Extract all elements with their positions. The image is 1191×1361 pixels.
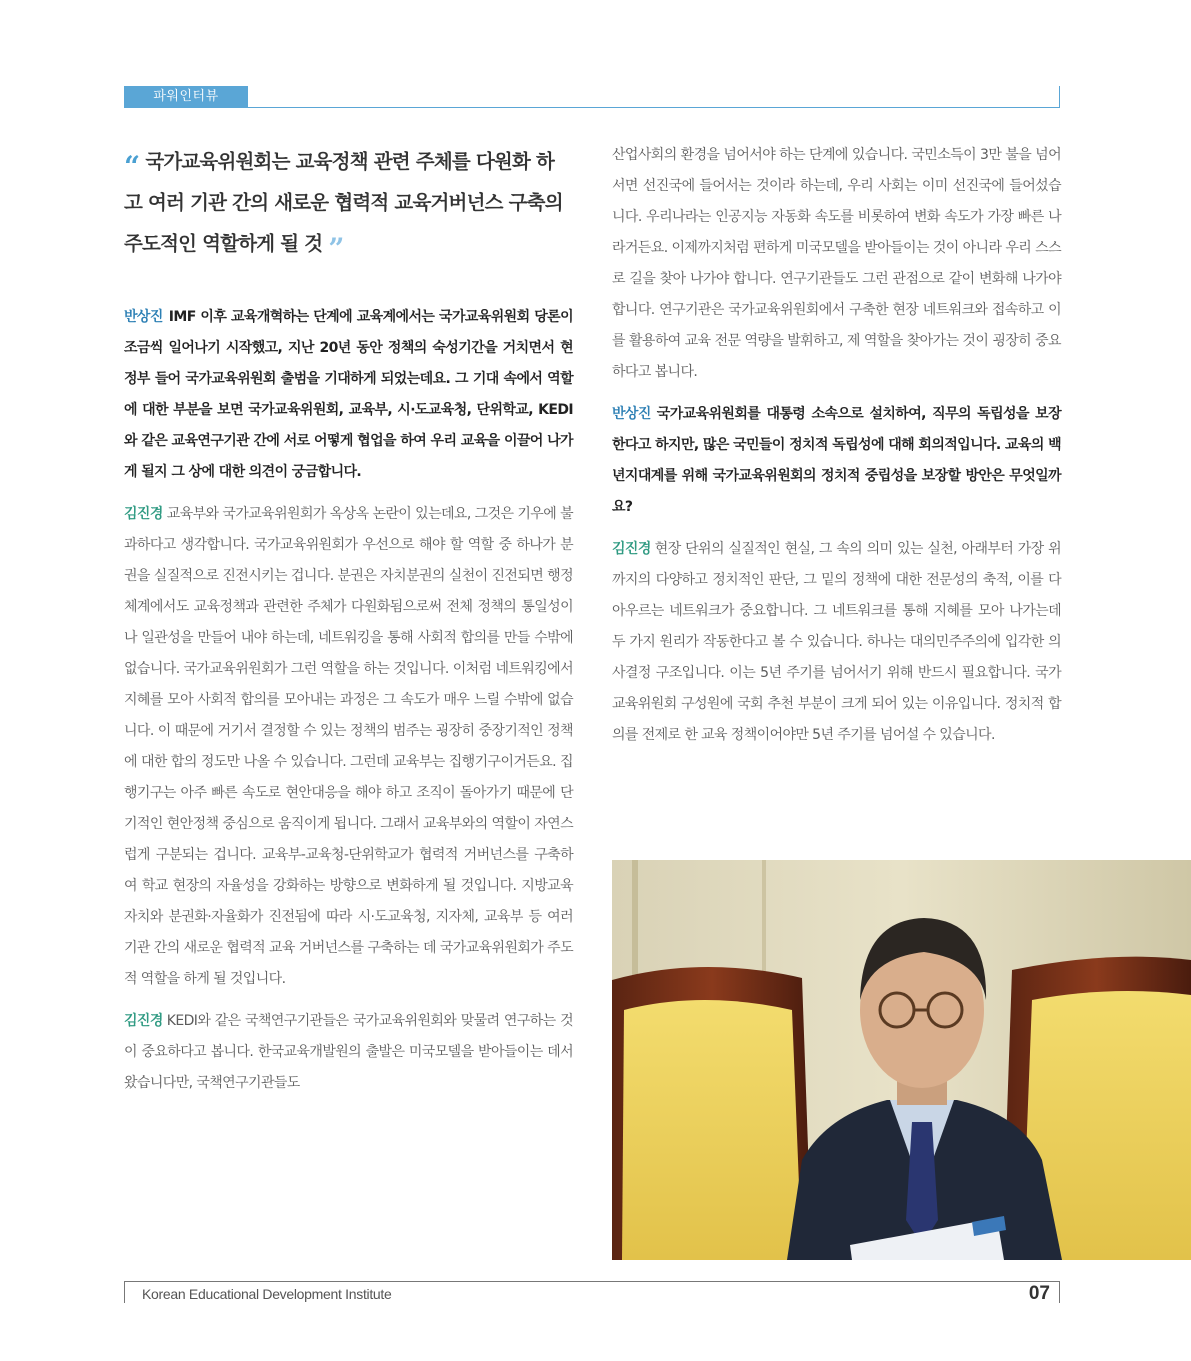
speaker-name: 반상진 <box>612 406 651 422</box>
interview-paragraph <box>124 302 573 488</box>
interview-paragraph <box>612 399 1061 523</box>
answer-text: 산업사회의 환경을 넘어서야 하는 단계에 있습니다. 국민소득이 3만 불을 넘어서면 선진국에 들어서는 것이라 하는데, 우리 사회는 이미 선진국에 들어섰습니다. 우리나라는 인공지능 자동화 속도를 비롯하여 변화 속도가 가장 빠른 나라거든요. 이제까지처럼 편하게 미국모델을 받아들이는 것이 아니라 우리 스스로 길을 찾아 나가야 합니다. 연구기관들도 그런 관점으로 같이 변화해 나가야 합니다. 연구기관은 국가교육위원회에서 구축한 현장 네트워크와 접속하고 이를 활용하여 교육 전문 역량을 발휘하고, 제 역할을 찾아가는 것이 굉장히 중요하다고 봅니다. <box>612 147 1061 380</box>
header-divider <box>248 107 1060 108</box>
interview-paragraph <box>612 140 1061 388</box>
page-number: 07 <box>1028 1283 1050 1304</box>
speaker-name: 김진경 <box>612 541 651 557</box>
footer-divider <box>124 1281 1060 1282</box>
question-text: 국가교육위원회를 대통령 소속으로 설치하여, 직무의 독립성을 보장한다고 하지만, 많은 국민들이 정치적 독립성에 대해 회의적입니다. 교육의 백년지대계를 위해 국가교육위원회의 정치적 중립성을 보장할 방안은 무엇일까요? <box>612 406 1061 515</box>
speaker-name: 반상진 <box>124 309 163 325</box>
pull-quote <box>124 141 572 264</box>
footer-divider-end <box>1059 1281 1060 1303</box>
question-text: IMF 이후 교육개혁하는 단계에 교육계에서는 국가교육위원회 당론이 조금씩 일어나기 시작했고, 지난 20년 동안 정책의 숙성기간을 거치면서 현 정부 들어 국가교육위원회 출범을 기대하게 되었는데요. 그 기대 속에서 역할에 대한 부분을 보면 국가교육위원회, 교육부, 시·도교육청, 단위학교, KEDI와 같은 교육연구기관 간에 서로 어떻게 협업을 하여 우리 교육을 이끌어 나가게 될지 그 상에 대한 의견이 궁금합니다. <box>124 309 573 480</box>
open-quote-icon: “ <box>124 150 140 183</box>
answer-text: 현장 단위의 실질적인 현실, 그 속의 의미 있는 실천, 아래부터 가장 위까지의 다양하고 정치적인 판단, 그 밑의 정책에 대한 전문성의 축적, 이를 다 아우르는 네트워크가 중요합니다. 그 네트워크를 통해 지혜를 모아 나가는데 두 가지 원리가 작동한다고 볼 수 있습니다. 하나는 대의민주주의에 입각한 의사결정 구조입니다. 이는 5년 주기를 넘어서기 위해 반드시 필요합니다. 국가교육위원회 구성원에 국회 추천 부분이 크게 되어 있는 이유입니다. 정치적 합의를 전제로 한 교육 정책이어야만 5년 주기를 넘어설 수 있습니다. <box>612 541 1061 743</box>
interview-paragraph <box>124 499 573 995</box>
speaker-name: 김진경 <box>124 1013 163 1029</box>
footer-organization: Korean Educational Development Institute <box>142 1286 392 1302</box>
answer-text: 교육부와 국가교육위원회가 옥상옥 논란이 있는데요, 그것은 기우에 불과하다고 생각합니다. 국가교육위원회가 우선으로 해야 할 역할 중 하나가 분권을 실질적으로 진전시키는 겁니다. 분권은 자치분권의 실천이 진전되면 행정체계에서도 교육정책과 관련한 주체가 다원화됨으로써 전체 정책의 통일성이나 일관성을 만들어 내야 하는데, 네트워킹을 통해 사회적 합의를 만들 수밖에 없습니다. 국가교육위원회가 그런 역할을 하는 것입니다. 이처럼 네트워킹에서 지혜를 모아 사회적 합의를 모아내는 과정은 그 속도가 매우 느릴 수밖에 없습니다. 이 때문에 거기서 결정할 수 있는 정책의 범주는 굉장히 중장기적인 정책에 대한 합의 정도만 나올 수 있습니다. 그런데 교육부는 집행기구이거든요. 집행기구는 아주 빠른 속도로 현안대응을 해야 하고 조직이 돌아가기 때문에 단기적인 현안정책 중심으로 움직이게 됩니다. 그래서 교육부와의 역할이 자연스럽게 구분되는 겁니다. 교육부-교육청-단위학교가 협력적 거버넌스를 구축하여 학교 현장의 자율성을 강화하는 방향으로 변화하게 될 것입니다. 지방교육자치와 분권화·자율화가 진전됨에 따라 시·도교육청, 지자체, 교육부 등 여러 기관 간의 새로운 협력적 교육 거버넌스를 구축하는 데 국가교육위원회가 주도적 역할을 하게 될 것입니다. <box>124 506 573 987</box>
pull-quote-text: 국가교육위원회는 교육정책 관련 주체를 다원화 하고 여러 기관 간의 새로운 협력적 교육거버넌스 구축의 주도적인 역할하게 될 것 <box>124 150 563 255</box>
answer-text: KEDI와 같은 국책연구기관들은 국가교육위원회와 맞물려 연구하는 것이 중요하다고 봅니다. 한국교육개발원의 출발은 미국모델을 받아들이는 데서 왔습니다만, 국책연구기관들도 <box>124 1013 573 1091</box>
interviewee-photo <box>612 860 1191 1260</box>
close-quote-icon: ” <box>328 232 344 265</box>
section-label: 파워인터뷰 <box>124 86 248 108</box>
right-column <box>612 140 1061 762</box>
footer-divider-start <box>124 1281 125 1303</box>
interview-paragraph <box>124 1006 573 1099</box>
interview-paragraph <box>612 534 1061 751</box>
speaker-name: 김진경 <box>124 506 163 522</box>
header-divider-end <box>1059 86 1060 108</box>
left-column <box>124 302 573 1110</box>
